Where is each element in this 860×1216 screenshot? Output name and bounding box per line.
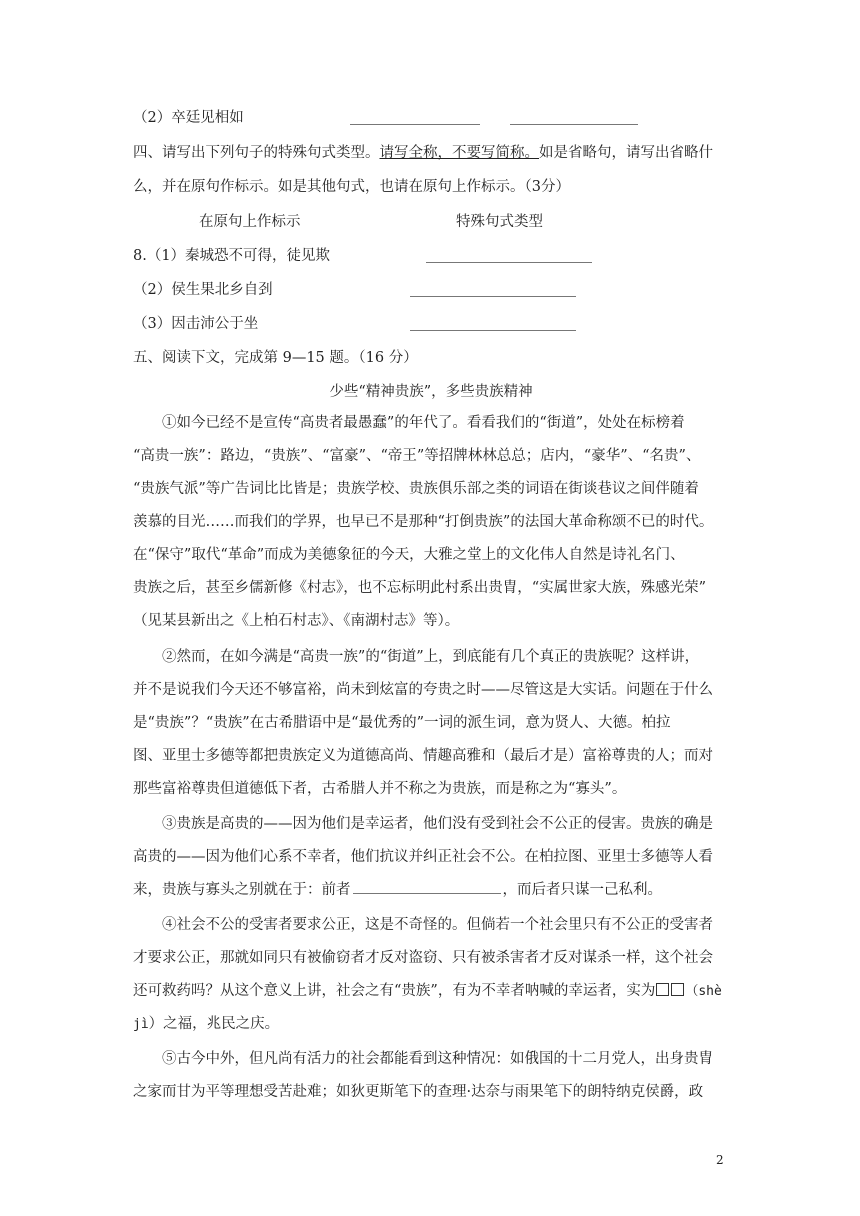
column-header-type: 特殊句式类型 [456,214,543,230]
paragraph-5 [133,1043,729,1109]
answer-box[interactable] [671,983,684,996]
pinyin-text: （shè [685,984,722,999]
answer-blank[interactable] [426,262,592,263]
q8-item-1: 8.（1）秦城恐不可得，徒见欺 [133,248,331,264]
q7-item-2: （2）卒廷见相如 [133,110,244,126]
paragraph-line: 图、亚里士多德等都把贵族定义为道德高尚、情趣高雅和（最后才是）富裕尊贵的人；而对 [133,748,713,764]
paragraph-line: 并不是说我们今天还不够富裕，尚未到炫富的夸贵之时——尽管这是大实话。问题在于什么 [133,682,713,698]
answer-blank[interactable] [510,124,638,125]
paragraph-text: ）之福，兆民之庆。 [148,1016,280,1032]
paragraph-line: 高贵的——因为他们心系不幸者，他们抗议并纠正社会不公。在柏拉图、亚里士多德等人看 [133,849,713,865]
paragraph-line: ③贵族是高贵的——因为他们是幸运者，他们没有受到社会不公正的侵害。贵族的确是 [162,816,713,832]
section4-intro-b: 如是省略句，请写出省略什 [539,145,713,161]
paragraph-text: 来，贵族与寡头之别就在于：前者 [133,882,351,898]
paragraph-text: ，而后者只谋一己私利。 [502,882,662,898]
answer-blank[interactable] [410,296,576,297]
answer-blank[interactable] [410,330,576,331]
paragraph-line: ⑤古今中外，但凡尚有活力的社会都能看到这种情况：如俄国的十二月党人，出身贵胄 [162,1051,713,1067]
paragraph-line: 之家而甘为平等理想受苦赴难；如狄更斯笔下的查理·达奈与雨果笔下的朗特纳克侯爵，政 [133,1084,704,1100]
paragraph-line: “高贵一族”：路边，“贵族”、“富豪”、“帝王”等招牌林林总总；店内，“豪华”、“名贵”、 [133,448,701,464]
paragraph-line: 在“保守”取代“革命”而成为美德象征的今天，大雅之堂上的文化伟人自然是诗礼名门、 [133,547,685,563]
paragraph-line [133,1008,729,1041]
page-number: 2 [716,1153,724,1167]
article-title: 少些“精神贵族”，多些贵族精神 [329,384,533,400]
section4-intro-line2: 么，并在原句作标示。如是其他句式，也请在原句上作标示。（3分） [133,179,570,195]
paragraph-2 [133,641,729,806]
paragraph-line: 那些富裕尊贵但道德低下者，古希腊人并不称之为贵族，而是称之为“寡头”。 [133,781,627,797]
paragraph-line: （见某县新出之《上柏石村志》、《南湖村志》等）。 [133,613,460,629]
answer-blank[interactable] [353,881,501,894]
paragraph-line: 羡慕的目光……而我们的学界，也早已不是那种“打倒贵族”的法国大革命称颂不已的时代。 [133,514,714,530]
section4-intro [133,143,729,163]
column-header-mark: 在原句上作标示 [199,214,301,230]
paragraph-line: ①如今已经不是宣传“高贵者最愚蠢”的年代了。看看我们的“街道”，处处在标榜着 [162,415,685,431]
paragraph-line: ②然而，在如今满是“高贵一族”的“街道”上，到底能有几个真正的贵族呢？这样讲， [162,649,700,665]
paragraph-line [133,975,729,1008]
paragraph-line: 贵族之后，甚至乡儒新修《村志》，也不忘标明此村系出贵胄，“实属世家大族，殊感光荣” [133,580,707,596]
section5-heading: 五、阅读下文，完成第 9—15 题。（16 分） [133,350,418,366]
pinyin-text: jì [133,1017,149,1032]
answer-blank[interactable] [350,124,480,125]
paragraph-3 [133,808,729,907]
paragraph-line: 是“贵族”？“贵族”在古希腊语中是“最优秀的”一词的派生词，意为贤人、大德。柏拉 [133,715,671,731]
paragraph-4 [133,909,729,1041]
q8-item-3: （3）因击沛公于坐 [133,316,259,332]
paragraph-line: 才要求公正，那就如同只有被偷窃者才反对盗窃、只有被杀害者才反对谋杀一样，这个社会 [133,950,713,966]
paragraph-1 [133,407,729,638]
answer-box[interactable] [656,983,669,996]
paragraph-line: ④社会不公的受害者要求公正，这是不奇怪的。但倘若一个社会里只有不公正的受害者 [162,917,713,933]
section4-intro-a: 四、请写出下列句子的特殊句式类型。 [133,145,380,161]
q8-item-2: （2）侯生果北乡自刭 [133,282,273,298]
paragraph-line [133,874,729,907]
paragraph-text: 还可救药吗？从这个意义上讲，社会之有“贵族”，有为不幸者呐喊的幸运者，实为 [133,983,656,999]
paragraph-line: “贵族气派”等广告词比比皆是；贵族学校、贵族俱乐部之类的词语在街谈巷议之间伴随着 [133,481,699,497]
section4-intro-underlined: 请写全称，不要写简称。 [379,145,539,161]
